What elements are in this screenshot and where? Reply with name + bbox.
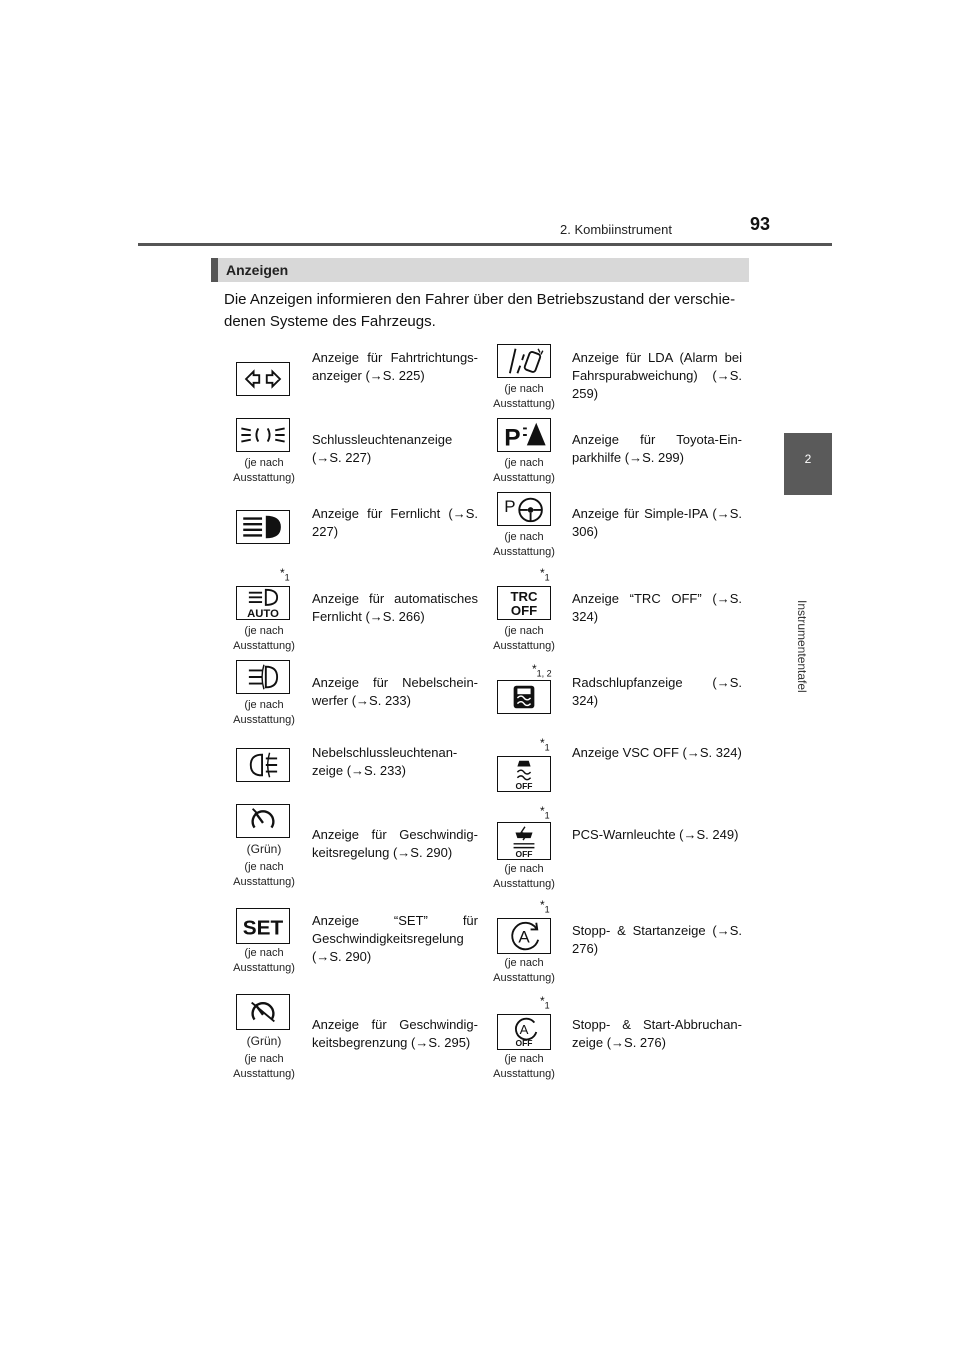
equipment-note: (je nach Ausstattung): [233, 947, 295, 974]
equipment-note: (je nach Ausstattung): [493, 457, 555, 484]
footnote-mark: $*_1$: [540, 994, 550, 1011]
indicator-description: Anzeige für Toyota-Ein-parkhilfe (→S. 299): [572, 432, 742, 465]
side-tab: 2: [784, 433, 832, 495]
indicator-description: PCS-Warnleuchte (→S. 249): [572, 827, 739, 842]
icon-text: OFF: [515, 781, 533, 791]
lda-icon: [497, 344, 551, 378]
indicator-description: Anzeige für Geschwindig-keitsbegrenzung (→S. 295): [312, 1017, 478, 1050]
equipment-note: (je nach Ausstattung): [493, 957, 555, 984]
trc-off-icon: [497, 586, 551, 620]
indicator-description: Anzeige für Simple-IPA (→S. 306): [572, 506, 742, 539]
equipment-note: (je nach Ausstattung): [233, 625, 295, 652]
equipment-note: (je nach Ausstattung): [493, 863, 555, 890]
footnote-mark: $*_1$: [540, 736, 550, 753]
vsc-off-icon: [497, 756, 551, 792]
rear-fog-icon: [236, 748, 290, 782]
tail-light-icon: [236, 418, 290, 452]
section-bar: [211, 258, 218, 282]
icon-text: SET: [242, 916, 284, 940]
section-title: Anzeigen: [226, 262, 289, 278]
indicator-description: Anzeige für Nebelschein-werfer (→S. 233): [312, 675, 478, 708]
stop-start-icon: [497, 918, 551, 954]
page-number: 93: [750, 214, 771, 234]
auto-high-beam-icon: [236, 586, 290, 620]
indicator-description: Schlussleuchtenanzeige (→S. 227): [312, 432, 453, 465]
indicator-description: Radschlupfanzeige (→S. 324): [572, 675, 742, 708]
equipment-note: (je nach Ausstattung): [233, 699, 295, 726]
cruise-control-icon: [236, 804, 290, 838]
header-rule: [138, 243, 832, 246]
indicator-description: Stopp- & Startanzeige (→S. 276): [572, 923, 742, 956]
slip-icon: [497, 680, 551, 714]
indicator-description: Anzeige für automatisches Fernlicht (→S. 266): [312, 591, 478, 624]
equipment-note: (je nach Ausstattung): [233, 457, 295, 484]
set-icon: [236, 908, 290, 944]
icon-text-a: A: [519, 1021, 529, 1037]
simple-ipa-icon: [497, 492, 551, 526]
section-header: [211, 258, 749, 282]
high-beam-icon: [236, 510, 290, 544]
svg-text:P: P: [504, 496, 516, 516]
indicator-description: Anzeige VSC OFF (→S. 324): [572, 745, 742, 760]
chapter-title: 2. Kombiinstrument: [560, 222, 672, 237]
indicator-description: Anzeige “TRC OFF” (→S. 324): [572, 591, 742, 624]
equipment-note: (je nach Ausstattung): [233, 1053, 295, 1080]
indicator-description: Anzeige für LDA (Alarm bei Fahrspurabweichung) (→S. 259): [572, 350, 742, 401]
speed-limiter-icon: [236, 994, 290, 1030]
equipment-note: (je nach Ausstattung): [233, 861, 295, 888]
equipment-note: (je nach Ausstattung): [493, 1053, 555, 1080]
indicator-description: Anzeige für Geschwindig-keitsregelung (→S. 290): [312, 827, 478, 860]
front-fog-icon: [236, 660, 290, 694]
intro-text: Die Anzeigen informieren den Fahrer über den Betriebszustand der verschie-denen Systeme des Fahrzeugs.: [224, 291, 736, 330]
footnote-mark: $*_{1, 2}$: [532, 662, 552, 679]
icon-text: OFF: [515, 849, 533, 859]
equipment-note: (je nach Ausstattung): [493, 531, 555, 558]
icon-text-off: OFF: [515, 1038, 533, 1049]
equipment-note: (je nach Ausstattung): [493, 383, 555, 410]
indicator-description: Stopp- & Start-Abbruchan-zeige (→S. 276): [572, 1017, 742, 1050]
green-color-note: (Grün): [246, 1034, 282, 1048]
footnote-mark: $*_1$: [280, 566, 290, 583]
icon-text: TRC OFF: [510, 589, 538, 619]
indicator-description: Anzeige für Fernlicht (→S. 227): [312, 506, 478, 539]
svg-text:P: P: [504, 424, 521, 451]
icon-text: A: [518, 927, 530, 947]
footnote-mark: $*_1$: [540, 566, 550, 583]
indicator-description: Anzeige für Fahrtrichtungs-anzeiger (→S. 225): [312, 350, 478, 383]
green-color-note: (Grün): [246, 842, 282, 856]
stop-start-cancel-icon: [497, 1014, 551, 1050]
equipment-note: (je nach Ausstattung): [493, 625, 555, 652]
indicator-description: Nebelschlussleuchtenan-zeige (→S. 233): [312, 745, 458, 778]
icon-text: AUTO: [247, 608, 279, 619]
footnote-mark: $*_1$: [540, 804, 550, 821]
footnote-mark: $*_1$: [540, 898, 550, 915]
pcs-icon: [497, 822, 551, 860]
turn-signal-icon: [236, 362, 290, 396]
indicator-description: Anzeige “SET” für Geschwindigkeitsregelung (→S. 290): [312, 913, 478, 964]
parking-assist-icon: [497, 418, 551, 452]
